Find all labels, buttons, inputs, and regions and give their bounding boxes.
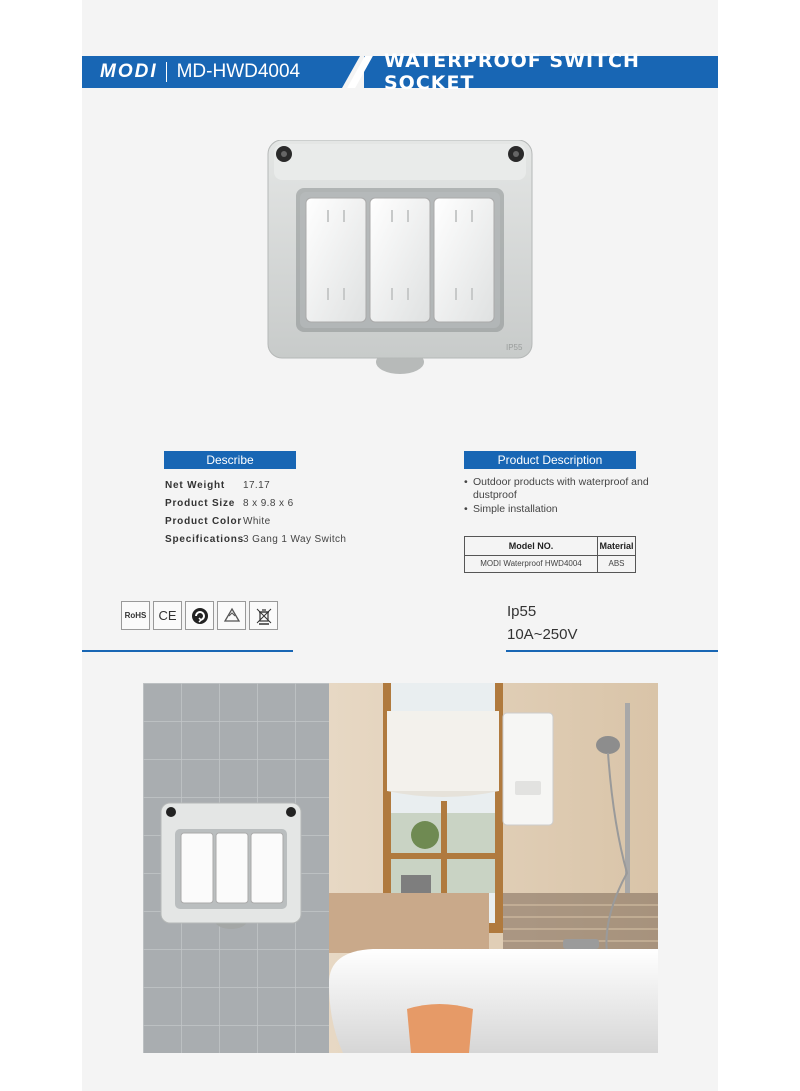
spec-value: 17.17 — [243, 480, 271, 491]
spec-row — [165, 498, 294, 509]
spec-label: Product Size — [165, 498, 236, 509]
spec-label: Product Color — [165, 516, 243, 527]
brand-logo: MODI — [100, 61, 158, 82]
spec-label: Net Weight — [165, 480, 226, 491]
describe-heading — [164, 451, 296, 469]
ce-label: CE — [158, 608, 177, 623]
page-title: WATERPROOF SWITCH SOCKET — [384, 50, 640, 94]
ip-marking: IP55 — [506, 343, 523, 352]
header-divider — [166, 62, 167, 82]
recycle-triangle-icon — [217, 601, 246, 630]
product-description-heading-label: Product Description — [497, 453, 603, 467]
material-table — [464, 536, 636, 573]
product-description-heading — [464, 451, 636, 469]
spec-value: 8 x 9.8 x 6 — [243, 498, 294, 509]
divider-left — [82, 650, 293, 652]
rohs-label: RoHS — [124, 611, 147, 620]
spec-row — [165, 534, 346, 545]
spec-label: Specifications — [165, 534, 244, 545]
rohs-icon — [121, 601, 150, 630]
table-header-material: Material — [597, 537, 635, 556]
spec-row — [165, 516, 271, 527]
header-title-block — [364, 50, 718, 94]
ce-icon — [153, 601, 182, 630]
table-header-model: Model NO. — [465, 537, 598, 556]
description-list — [464, 476, 664, 517]
weee-icon — [249, 601, 278, 630]
table-cell-material: ABS — [597, 556, 635, 573]
header-banner — [82, 50, 718, 94]
divider-right — [506, 650, 718, 652]
ip-rating: Ip55 — [507, 603, 537, 620]
model-number: MD-HWD4004 — [176, 61, 301, 82]
table-row — [465, 556, 636, 573]
spec-value: 3 Gang 1 Way Switch — [243, 534, 347, 545]
recycle-arrow-icon — [185, 601, 214, 630]
header-brand-block — [82, 56, 342, 88]
certification-icons — [121, 601, 278, 630]
bathroom-scene-image — [143, 683, 658, 1053]
describe-heading-label: Describe — [206, 453, 254, 467]
description-item: • Simple installation — [464, 503, 664, 516]
electrical-rating: 10A~250V — [507, 626, 578, 643]
table-cell-model: MODI Waterproof HWD4004 — [465, 556, 598, 573]
spec-value: White — [243, 516, 271, 527]
product-image — [266, 140, 534, 376]
spec-row — [165, 480, 270, 491]
table-header-row — [465, 537, 636, 556]
description-item: • Outdoor products with waterproof and dustproof — [464, 476, 664, 502]
